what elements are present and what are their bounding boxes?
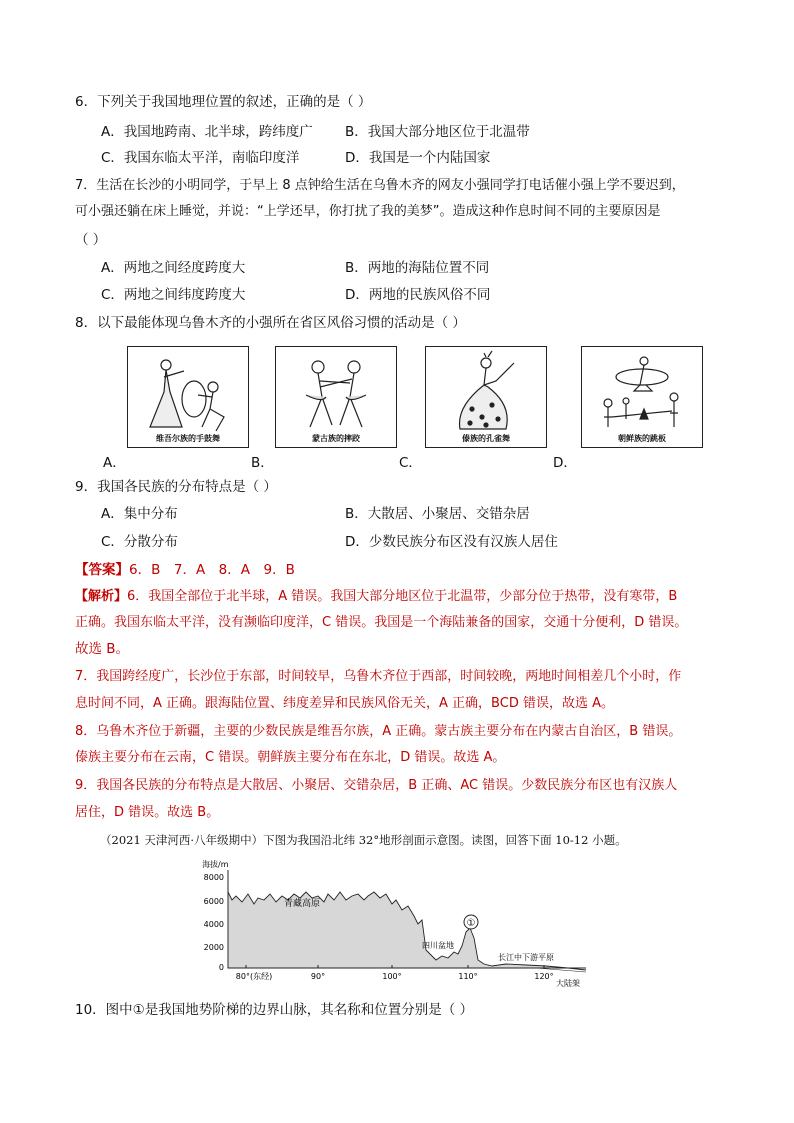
q7-option-c: C．两地之间纬度跨度大 — [101, 287, 246, 303]
terrain-profile-figure — [196, 856, 596, 990]
profile-label-basin: 四川盆地 — [422, 941, 454, 950]
q7-stem-line2: 可小强还躺在床上睡觉，并说：“上学还早，你打扰了我的美梦”。造成这种作息时间不同的主要原因是 — [75, 204, 661, 219]
q8-letter-b: B． — [251, 455, 274, 471]
profile-ytick-4000: 4000 — [203, 920, 224, 929]
q9-option-d: D．少数民族分布区没有汉族人居住 — [345, 534, 558, 550]
profile-ytick-0: 0 — [218, 963, 224, 972]
q6-stem: 6．下列关于我国地理位置的叙述，正确的是（ ） — [75, 94, 372, 110]
analysis-line-7-2: 息时间不同，A 正确。跟海陆位置、纬度差异和民族风俗无关，A 正确，BCD 错误，故选 A。 — [75, 696, 614, 711]
q8-letter-c: C． — [399, 455, 422, 471]
q8-image-a — [127, 346, 249, 448]
analysis-line-8-1: 8．乌鲁木齐位于新疆，主要的少数民族是维吾尔族，A 正确。蒙古族主要分布在内蒙古自治区，B 错误。 — [75, 724, 682, 739]
answer-line — [75, 560, 295, 580]
q7-option-d: D．两地的民族风俗不同 — [345, 287, 491, 303]
q9-option-a: A．集中分布 — [101, 506, 178, 522]
profile-ytick-8000: 8000 — [203, 873, 224, 882]
q8-caption-a: 维吾尔族的手鼓舞 — [156, 434, 220, 443]
profile-xtick-80: 80°(东经) — [235, 972, 273, 981]
profile-xtick-110: 110° — [458, 972, 478, 981]
profile-xtick-90: 90° — [310, 972, 326, 981]
profile-label-shelf: 大陆架 — [556, 979, 580, 988]
q9-option-c: C．分散分布 — [101, 534, 178, 550]
q8-letter-a: A． — [103, 455, 126, 471]
profile-marker-label: ① — [466, 918, 476, 929]
answer-tag: 【答案】 — [75, 562, 129, 578]
analysis-line-9-1: 9．我国各民族的分布特点是大散居、小聚居、交错杂居，B 正确、AC 错误。少数民族分布区也有汉族人 — [75, 778, 678, 793]
q8-caption-b: 蒙古族的摔跤 — [312, 434, 360, 443]
profile-ylabel: 海拔/m — [202, 860, 229, 869]
q8-image-d — [581, 346, 703, 448]
q8-image-c — [425, 346, 547, 448]
analysis-line-6-1 — [75, 587, 677, 607]
analysis-line-6-2: 正确。我国东临太平洋，没有濒临印度洋，C 错误。我国是一个海陆兼备的国家，交通十分便利，D 错误。 — [75, 615, 688, 630]
q7-stem-line3: （ ） — [75, 232, 107, 248]
analysis-6-part1: 6．我国全部位于北半球，A 错误。我国大部分地区位于北温带，少部分位于热带，没有寒带，B — [127, 589, 678, 604]
q9-option-b: B．大散居、小聚居、交错杂居 — [345, 506, 530, 522]
q6-option-c: C．我国东临太平洋，南临印度洋 — [101, 150, 300, 166]
profile-xtick-100: 100° — [382, 972, 402, 981]
q8-image-b — [275, 346, 397, 448]
profile-label-plateau: 青藏高原 — [284, 899, 321, 909]
analysis-line-8-2: 傣族主要分布在云南，C 错误。朝鲜族主要分布在东北，D 错误。故选 A。 — [75, 750, 506, 765]
profile-xtick-120: 120° — [534, 972, 554, 981]
answer-text: 6．B 7．A 8．A 9．B — [129, 562, 295, 578]
analysis-line-6-3: 故选 B。 — [75, 641, 130, 657]
analysis-line-9-2: 居住，D 错误。故选 B。 — [75, 805, 220, 820]
analysis-line-7-1: 7．我国跨经度广，长沙位于东部，时间较早，乌鲁木齐位于西部，时间较晚，两地时间相差几个小时，作 — [75, 669, 682, 684]
q6-option-b: B．我国大部分地区位于北温带 — [345, 124, 530, 140]
q6-option-a: A．我国地跨南、北半球，跨纬度广 — [101, 124, 313, 140]
group-intro: （2021 天津河西·八年级期中）下图为我国沿北纬 32°地形剖面示意图。读图，回答下面 10-12 小题。 — [100, 833, 627, 847]
q7-option-b: B．两地的海陆位置不同 — [345, 260, 490, 276]
q6-option-d: D．我国是一个内陆国家 — [345, 150, 491, 166]
q8-stem: 8．以下最能体现乌鲁木齐的小强所在省区风俗习惯的活动是（ ） — [75, 315, 466, 331]
q7-stem-line1: 7．生活在长沙的小明同学，于早上 8 点钟给生活在乌鲁木齐的网友小强同学打电话催小强上学不要迟到， — [75, 178, 685, 193]
q7-option-a: A．两地之间经度跨度大 — [101, 260, 246, 276]
q8-caption-d: 朝鲜族的跳板 — [618, 434, 666, 443]
q9-stem: 9．我国各民族的分布特点是（ ） — [75, 479, 277, 495]
profile-ytick-6000: 6000 — [203, 897, 224, 906]
q8-caption-c: 傣族的孔雀舞 — [462, 434, 510, 443]
q10-stem: 10．图中①是我国地势阶梯的边界山脉，其名称和位置分别是（ ） — [75, 1002, 474, 1018]
q8-letter-d: D． — [553, 455, 577, 471]
profile-ytick-2000: 2000 — [203, 943, 224, 952]
profile-label-plain: 长江中下游平原 — [498, 953, 554, 962]
analysis-tag: 【解析】 — [75, 589, 128, 604]
